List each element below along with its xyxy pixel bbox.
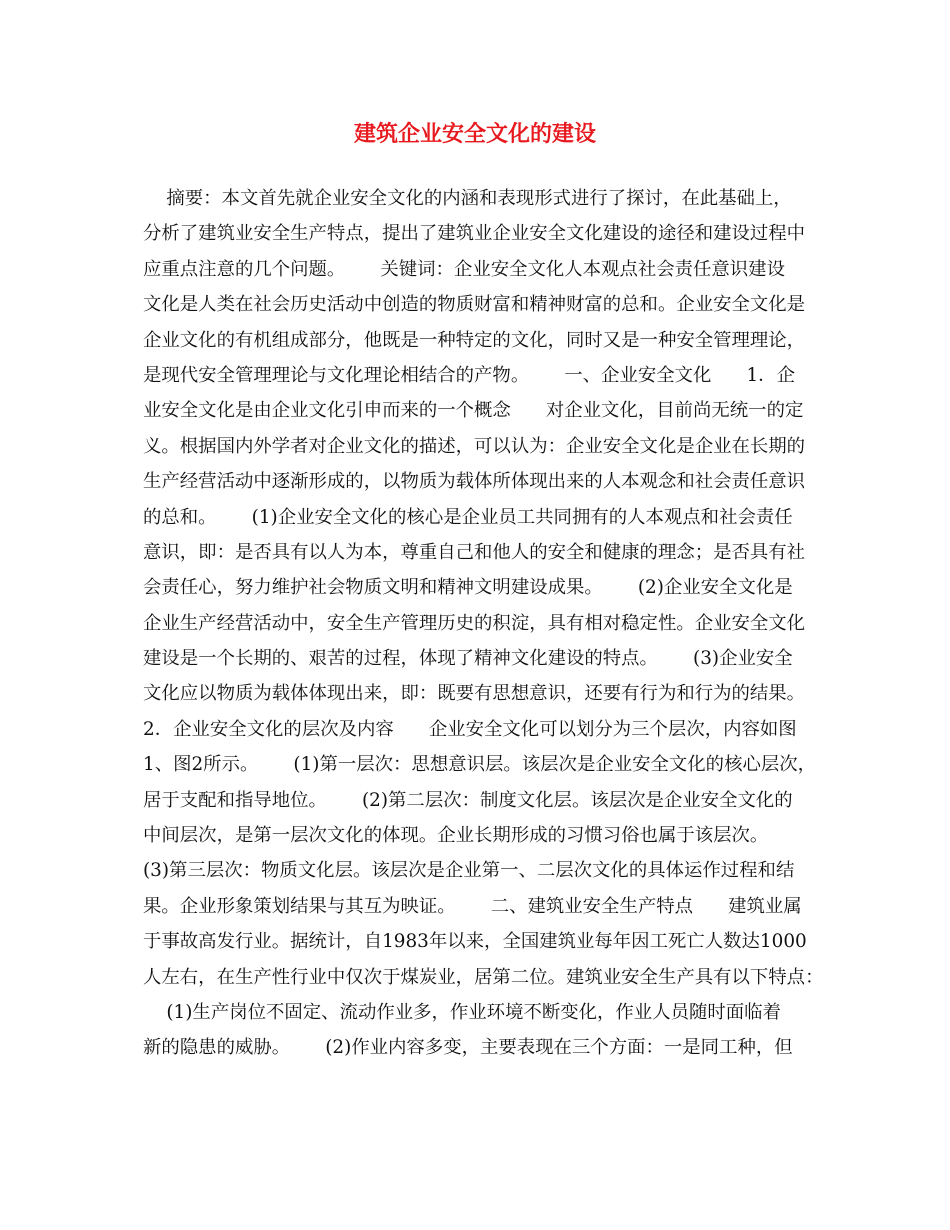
body-line: 文化应以物质为载体体现出来，即：既要有思想意识，还要有行为和行为的结果。 — [143, 683, 806, 705]
body-line: 的总和。 (1)企业安全文化的核心是企业员工共同拥有的人本观点和社会责任 — [143, 506, 793, 528]
body-line: 业安全文化是由企业文化引申而来的一个概念 对企业文化，目前尚无统一的定 — [143, 400, 804, 422]
body-line: 分析了建筑业安全生产特点，提出了建筑业企业安全文化建设的途径和建设过程中 — [143, 223, 806, 245]
body-line: 摘要：本文首先就企业安全文化的内涵和表现形式进行了探讨，在此基础上， — [143, 188, 792, 209]
body-line: 应重点注意的几个问题。 关键词：企业安全文化人本观点社会责任意识建设 — [143, 258, 785, 280]
body-line: 文化是人类在社会历史活动中创造的物质财富和精神财富的总和。企业安全文化是 — [143, 294, 806, 316]
body-line: 会责任心，努力维护社会物质文明和精神文明建设成果。 (2)企业安全文化是 — [143, 577, 793, 599]
body-line: 1、图2所示。 (1)第一层次：思想意识层。该层次是企业安全文化的核心层次， — [143, 754, 817, 776]
body-line: 2．企业安全文化的层次及内容 企业安全文化可以划分为三个层次，内容如图 — [143, 718, 797, 740]
body-line: 居于支配和指导地位。 (2)第二层次：制度文化层。该层次是企业安全文化的 — [143, 789, 793, 811]
body-line: 企业文化的有机组成部分，他既是一种特定的文化，同时又是一种安全管理理论， — [143, 329, 806, 351]
body-line: 中间层次，是第一层次文化的体现。企业长期形成的习惯习俗也属于该层次。 — [143, 825, 769, 847]
body-line: 企业生产经营活动中，安全生产管理历史的积淀，具有相对稳定性。企业安全文化 — [143, 612, 806, 634]
document-body — [143, 181, 824, 1066]
body-line: 生产经营活动中逐渐形成的，以物质为载体所体现出来的人本观念和社会责任意识 — [143, 471, 806, 493]
body-line: 建设是一个长期的、艰苦的过程，体现了精神文化建设的特点。 (3)企业安全 — [143, 648, 793, 670]
document-title: 建筑企业安全文化的建设 — [353, 121, 596, 147]
body-line: 是现代安全管理理论与文化理论相结合的产物。 一、企业安全文化 1．企 — [143, 364, 795, 386]
body-line: (1)生产岗位不固定、流动作业多，作业环境不断变化，作业人员随时面临着 — [143, 1001, 781, 1023]
body-line: 果。企业形象策划结果与其互为映证。 二、建筑业安全生产特点 建筑业属 — [143, 895, 802, 917]
body-line: 意识，即：是否具有以人为本，尊重自己和他人的安全和健康的理念；是否具有社 — [143, 541, 806, 563]
body-line: 于事故高发行业。据统计，自1983年以来，全国建筑业每年因工死亡人数达1000 — [143, 931, 807, 953]
body-line: (3)第三层次：物质文化层。该层次是企业第一、二层次文化的具体运作过程和结 — [143, 860, 795, 882]
body-line: 人左右，在生产性行业中仅次于煤炭业，居第二位。建筑业安全生产具有以下特点： — [143, 966, 824, 988]
body-line: 义。根据国内外学者对企业文化的描述，可以认为：企业安全文化是企业在长期的 — [143, 435, 806, 457]
body-line: 新的隐患的威胁。 (2)作业内容多变，主要表现在三个方面：一是同工种，但 — [143, 1037, 793, 1059]
